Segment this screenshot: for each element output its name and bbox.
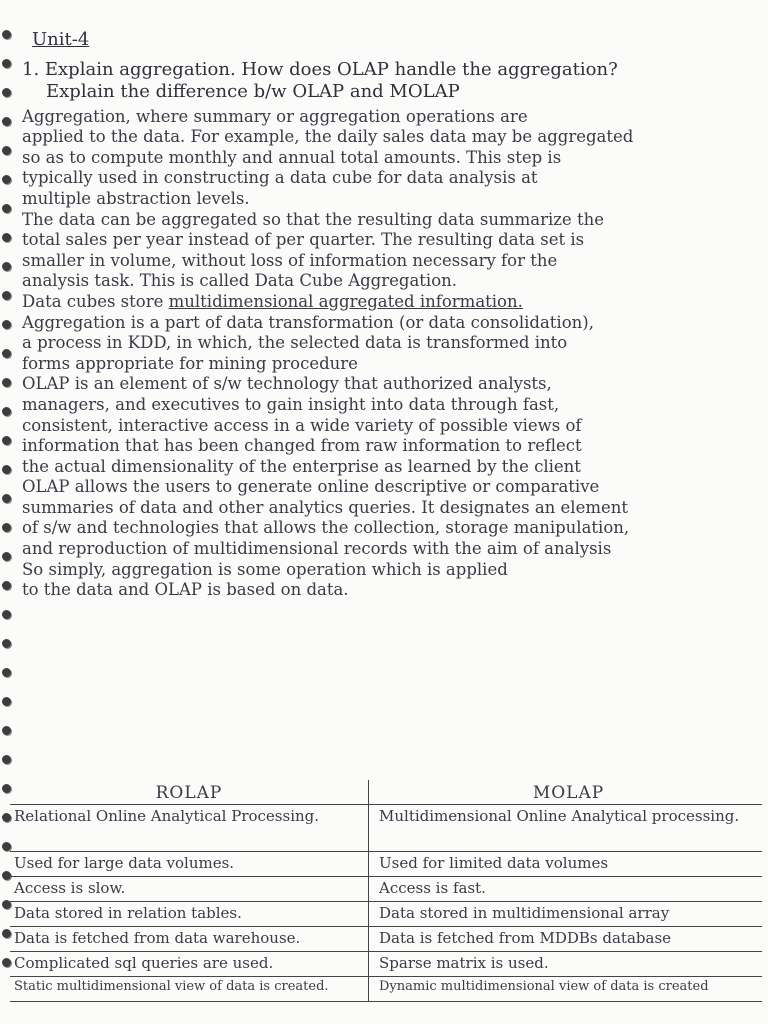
table-header-row <box>10 780 762 805</box>
answer-line: OLAP allows the users to generate online descriptive or comparative <box>22 477 600 497</box>
rolap-cell: Static multidimensional view of data is created. <box>10 977 369 1002</box>
rolap-molap-comparison-table <box>10 780 762 1002</box>
data-cubes-prefix: Data cubes store <box>22 291 169 311</box>
answer-line: smaller in volume, without loss of information necessary for the <box>22 250 558 270</box>
table-row <box>10 852 762 877</box>
answer-line: managers, and executives to gain insight into data through fast, <box>22 394 560 414</box>
answer-line: OLAP is an element of s/w technology that authorized analysts, <box>22 374 552 394</box>
molap-cell: Multidimensional Online Analytical processing. <box>369 805 763 852</box>
molap-cell: Dynamic multidimensional view of data is created <box>369 977 763 1002</box>
table-row <box>10 805 762 852</box>
answer-line: the actual dimensionality of the enterprise as learned by the client <box>22 456 581 476</box>
answer-line: typically used in constructing a data cube for data analysis at <box>22 168 538 188</box>
rolap-cell: Access is slow. <box>10 877 369 902</box>
answer-line: and reproduction of multidimensional records with the aim of analysis <box>22 539 612 559</box>
answer-line: Aggregation is a part of data transformation (or data consolidation), <box>22 312 594 332</box>
answer-line: of s/w and technologies that allows the collection, storage manipulation, <box>22 518 630 538</box>
molap-cell: Used for limited data volumes <box>369 852 763 877</box>
rolap-cell: Used for large data volumes. <box>10 852 369 877</box>
rolap-cell: Relational Online Analytical Processing. <box>10 805 369 852</box>
column-header-molap: MOLAP <box>369 780 763 805</box>
answer-line: multiple abstraction levels. <box>22 188 250 208</box>
handwritten-notes <box>22 30 762 601</box>
rolap-cell: Complicated sql queries are used. <box>10 952 369 977</box>
answer-line: forms appropriate for mining procedure <box>22 353 358 373</box>
answer-paragraph-2 <box>22 313 762 601</box>
table-row <box>10 927 762 952</box>
molap-cell: Data stored in multidimensional array <box>369 902 763 927</box>
molap-cell: Data is fetched from MDDBs database <box>369 927 763 952</box>
answer-paragraph-1 <box>22 107 762 292</box>
column-header-rolap: ROLAP <box>10 780 369 805</box>
question-line-1: 1. Explain aggregation. How does OLAP handle the aggregation? <box>22 58 618 80</box>
rolap-cell: Data stored in relation tables. <box>10 902 369 927</box>
answer-line: Aggregation, where summary or aggregation operations are <box>22 106 528 126</box>
rolap-cell: Data is fetched from data warehouse. <box>10 927 369 952</box>
answer-line: So simply, aggregation is some operation which is applied <box>22 559 508 579</box>
data-cubes-line <box>22 292 762 313</box>
answer-line: so as to compute monthly and annual total amounts. This step is <box>22 147 562 167</box>
answer-line: analysis task. This is called Data Cube Aggregation. <box>22 271 458 291</box>
answer-line: a process in KDD, in which, the selected data is transformed into <box>22 333 568 353</box>
answer-line: information that has been changed from raw information to reflect <box>22 436 582 456</box>
question <box>22 59 762 103</box>
data-cubes-underlined: multidimensional aggregated information. <box>168 291 523 311</box>
question-line-2: Explain the difference b/w OLAP and MOLAP <box>46 80 460 102</box>
molap-cell: Sparse matrix is used. <box>369 952 763 977</box>
table-row <box>10 977 762 1002</box>
molap-cell: Access is fast. <box>369 877 763 902</box>
answer-line: consistent, interactive access in a wide variety of possible views of <box>22 415 582 435</box>
answer-line: summaries of data and other analytics queries. It designates an element <box>22 497 629 517</box>
unit-heading: Unit-4 <box>32 29 90 50</box>
answer-line: to the data and OLAP is based on data. <box>22 580 349 600</box>
table-row <box>10 952 762 977</box>
table-row <box>10 877 762 902</box>
answer-line: The data can be aggregated so that the resulting data summarize the <box>22 209 604 229</box>
table-row <box>10 902 762 927</box>
answer-line: applied to the data. For example, the daily sales data may be aggregated <box>22 127 634 147</box>
answer-line: total sales per year instead of per quarter. The resulting data set is <box>22 230 585 250</box>
